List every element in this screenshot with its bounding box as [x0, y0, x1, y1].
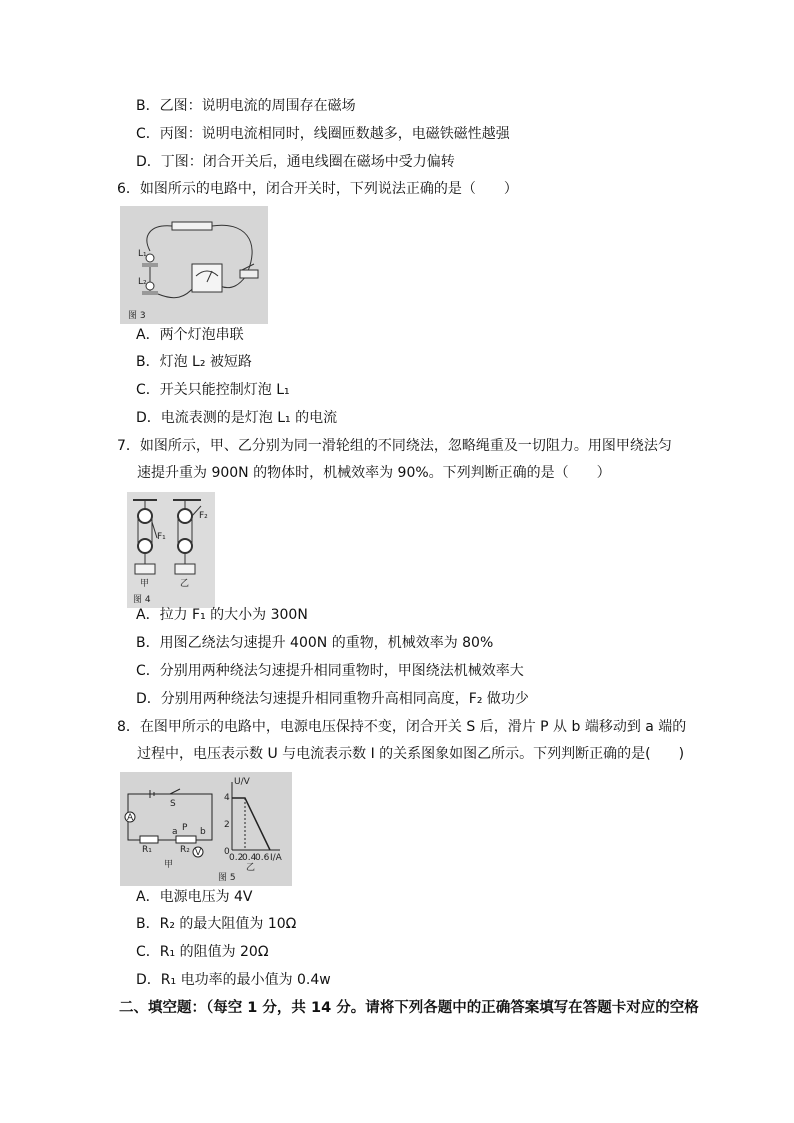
q6-circuit-figure [120, 206, 268, 324]
q8-x-tick-0-6: 0.6 [255, 853, 270, 863]
q6-label-l2: L₂ [138, 277, 147, 287]
q8-label-a: a [172, 827, 178, 837]
q7-stem-line1: 7．如图所示，甲、乙分别为同一滑轮组的不同绕法，忽略绳重及一切阻力。用图甲绕法匀 [117, 438, 672, 454]
q7-label-jia: 甲 [140, 579, 150, 589]
q6-option-c: C．开关只能控制灯泡 L₁ [136, 382, 290, 398]
q8-origin: 0 [224, 847, 230, 857]
section-2-heading: 二、填空题：（每空 1 分，共 14 分。请将下列各题中的正确答案填写在答题卡对应的空格 [119, 1000, 699, 1016]
q8-label-b: b [200, 827, 206, 837]
q8-x-tick-0-4: 0.4 [242, 853, 257, 863]
q7-option-c: C．分别用两种绕法匀速提升相同重物时，甲图绕法机械效率大 [136, 663, 524, 679]
q6-figure-caption: 图 3 [128, 311, 146, 321]
q7-pulley-figure [127, 492, 215, 608]
q8-option-a: A．电源电压为 4V [136, 889, 253, 905]
q5-option-b: B．乙图：说明电流的周围存在磁场 [136, 98, 356, 114]
q8-label-voltmeter: V [195, 848, 202, 858]
q8-label-y-axis: U/V [234, 777, 250, 787]
q7-label-f2: F₂ [199, 511, 208, 521]
q8-label-p: P [182, 823, 188, 833]
q8-label-r1: R₁ [142, 845, 152, 855]
q7-option-a: A．拉力 F₁ 的大小为 300N [136, 607, 308, 623]
q7-label-yi: 乙 [180, 579, 190, 589]
q8-circuit-graph-figure [120, 772, 292, 886]
q8-stem-line2: 过程中，电压表示数 U 与电流表示数 I 的关系图象如图乙所示。下列判断正确的是( ) [137, 746, 685, 762]
q6-option-a: A．两个灯泡串联 [136, 327, 244, 343]
q8-option-b: B．R₂ 的最大阻值为 10Ω [136, 916, 297, 932]
q8-label-ammeter: A [127, 813, 134, 823]
q5-option-d: D．丁图：闭合开关后，通电线圈在磁场中受力偏转 [136, 154, 455, 170]
q6-option-b: B．灯泡 L₂ 被短路 [136, 354, 252, 370]
q8-figure-caption: 图 5 [218, 873, 236, 883]
q8-label-jia: 甲 [164, 860, 174, 870]
q8-option-d: D．R₁ 电功率的最小值为 0.4w [136, 972, 331, 988]
q8-stem-line1: 8．在图甲所示的电路中，电源电压保持不变，闭合开关 S 后，滑片 P 从 b 端移动到 a 端的 [117, 719, 687, 735]
q8-option-c: C．R₁ 的阻值为 20Ω [136, 944, 269, 960]
q7-label-f1: F₁ [157, 532, 166, 542]
q5-option-c: C．丙图：说明电流相同时，线圈匝数越多，电磁铁磁性越强 [136, 126, 510, 142]
q7-stem-line2: 速提升重为 900N 的物体时，机械效率为 90%。下列判断正确的是（ ） [137, 465, 611, 481]
q7-option-d: D．分别用两种绕法匀速提升相同重物升高相同高度，F₂ 做功少 [136, 691, 529, 707]
q8-x-tick-0-2: 0.2 [229, 853, 244, 863]
q8-y-tick-4: 4 [224, 793, 230, 803]
q8-label-r2: R₂ [180, 845, 190, 855]
q8-y-tick-2: 2 [224, 820, 230, 830]
q7-option-b: B．用图乙绕法匀速提升 400N 的重物，机械效率为 80% [136, 635, 494, 651]
q8-label-yi: 乙 [246, 863, 256, 873]
q8-label-s: S [170, 799, 176, 809]
q6-label-l1: L₁ [138, 249, 147, 259]
q6-stem: 6．如图所示的电路中，闭合开关时，下列说法正确的是（ ） [117, 181, 518, 197]
q8-label-x-axis: I/A [270, 853, 282, 863]
q6-option-d: D．电流表测的是灯泡 L₁ 的电流 [136, 410, 338, 426]
q7-figure-caption: 图 4 [133, 595, 151, 605]
